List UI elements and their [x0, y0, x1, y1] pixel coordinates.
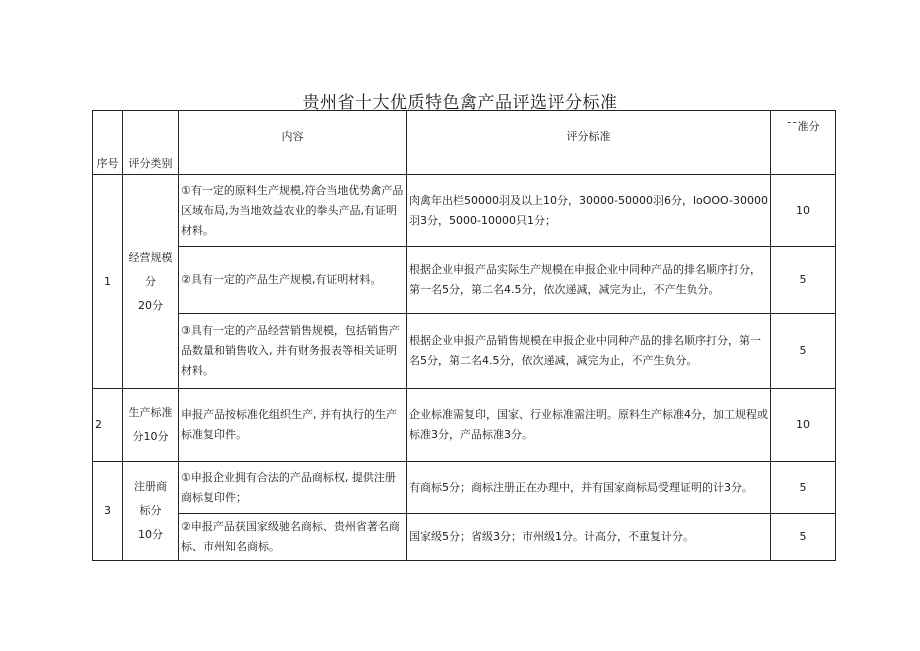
category-line: 注册商 — [134, 480, 167, 493]
row-score: 10 — [771, 175, 836, 247]
row-score: 5 — [771, 247, 836, 314]
category-line: 经营规模 — [128, 250, 173, 264]
header-score: ¯¯准分 — [771, 111, 836, 175]
row-content: ①申报企业拥有合法的产品商标权, 提供注册商标复印件； — [179, 462, 407, 514]
group-category — [123, 175, 179, 389]
category-line: 分10分 — [132, 430, 169, 443]
table-header-row — [93, 111, 836, 175]
row-content: ②具有一定的产品生产规模,有证明材料。 — [179, 247, 407, 314]
table-row — [93, 514, 836, 561]
row-standard: 根据企业申报产品实际生产规模在申报企业中同种产品的排名顺序打分，第一名5分，第二名4.5分，依次递减，减完为止，不产生负分。 — [407, 247, 771, 314]
header-content: 内容 — [179, 111, 407, 175]
table-row — [93, 389, 836, 462]
category-line: 生产标准 — [128, 406, 173, 419]
row-content: ②申报产品获国家级驰名商标、贵州省著名商标、市州知名商标。 — [179, 514, 407, 561]
header-category: 评分类别 — [123, 111, 179, 175]
document-title: 贵州省十大优质特色禽产品评选评分标准 — [302, 93, 618, 113]
group-seq: 2 — [93, 389, 123, 462]
row-standard: 有商标5分；商标注册正在办理中，并有国家商标局受理证明的计3分。 — [407, 462, 771, 514]
table-row — [93, 175, 836, 247]
category-line: 10分 — [138, 528, 163, 541]
row-score: 5 — [771, 514, 836, 561]
row-score: 5 — [771, 314, 836, 389]
row-content: 申报产品按标准化组织生产, 并有执行的生产标准复印件。 — [179, 389, 407, 462]
category-line: 分 — [145, 274, 156, 288]
table-row — [93, 462, 836, 514]
scoring-table — [92, 110, 836, 561]
row-score: 5 — [771, 462, 836, 514]
group-seq: 1 — [93, 175, 123, 389]
row-content: ①有一定的原料生产规模,符合当地优势禽产品区域布局,为当地效益农业的拳头产品,有证明材料。 — [179, 175, 407, 247]
header-seq: 序号 — [93, 111, 123, 175]
group-seq: 3 — [93, 462, 123, 561]
category-line: 20分 — [138, 298, 163, 312]
row-score: 10 — [771, 389, 836, 462]
row-standard: 企业标准需复印，国家、行业标准需注明。原料生产标准4分，加工规程或标准3分，产品标准3分。 — [407, 389, 771, 462]
table-row — [93, 314, 836, 389]
row-standard: 肉禽年出栏50000羽及以上10分，30000-50000羽6分，loOOO-30000羽3分，5000-10000只1分； — [407, 175, 771, 247]
row-standard: 国家级5分；省级3分；市州级1分。计高分，不重复计分。 — [407, 514, 771, 561]
table-row — [93, 247, 836, 314]
group-category — [123, 462, 179, 561]
row-standard: 根据企业申报产品销售规模在申报企业中同种产品的排名顺序打分，第一名5分，第二名4.5分，依次递减，减完为止，不产生负分。 — [407, 314, 771, 389]
group-category — [123, 389, 179, 462]
row-content: ③具有一定的产品经营销售规模，包括销售产品数量和销售收入, 并有财务报表等相关证明材料。 — [179, 314, 407, 389]
category-line: 标分 — [139, 504, 162, 517]
header-standard: 评分标准 — [407, 111, 771, 175]
